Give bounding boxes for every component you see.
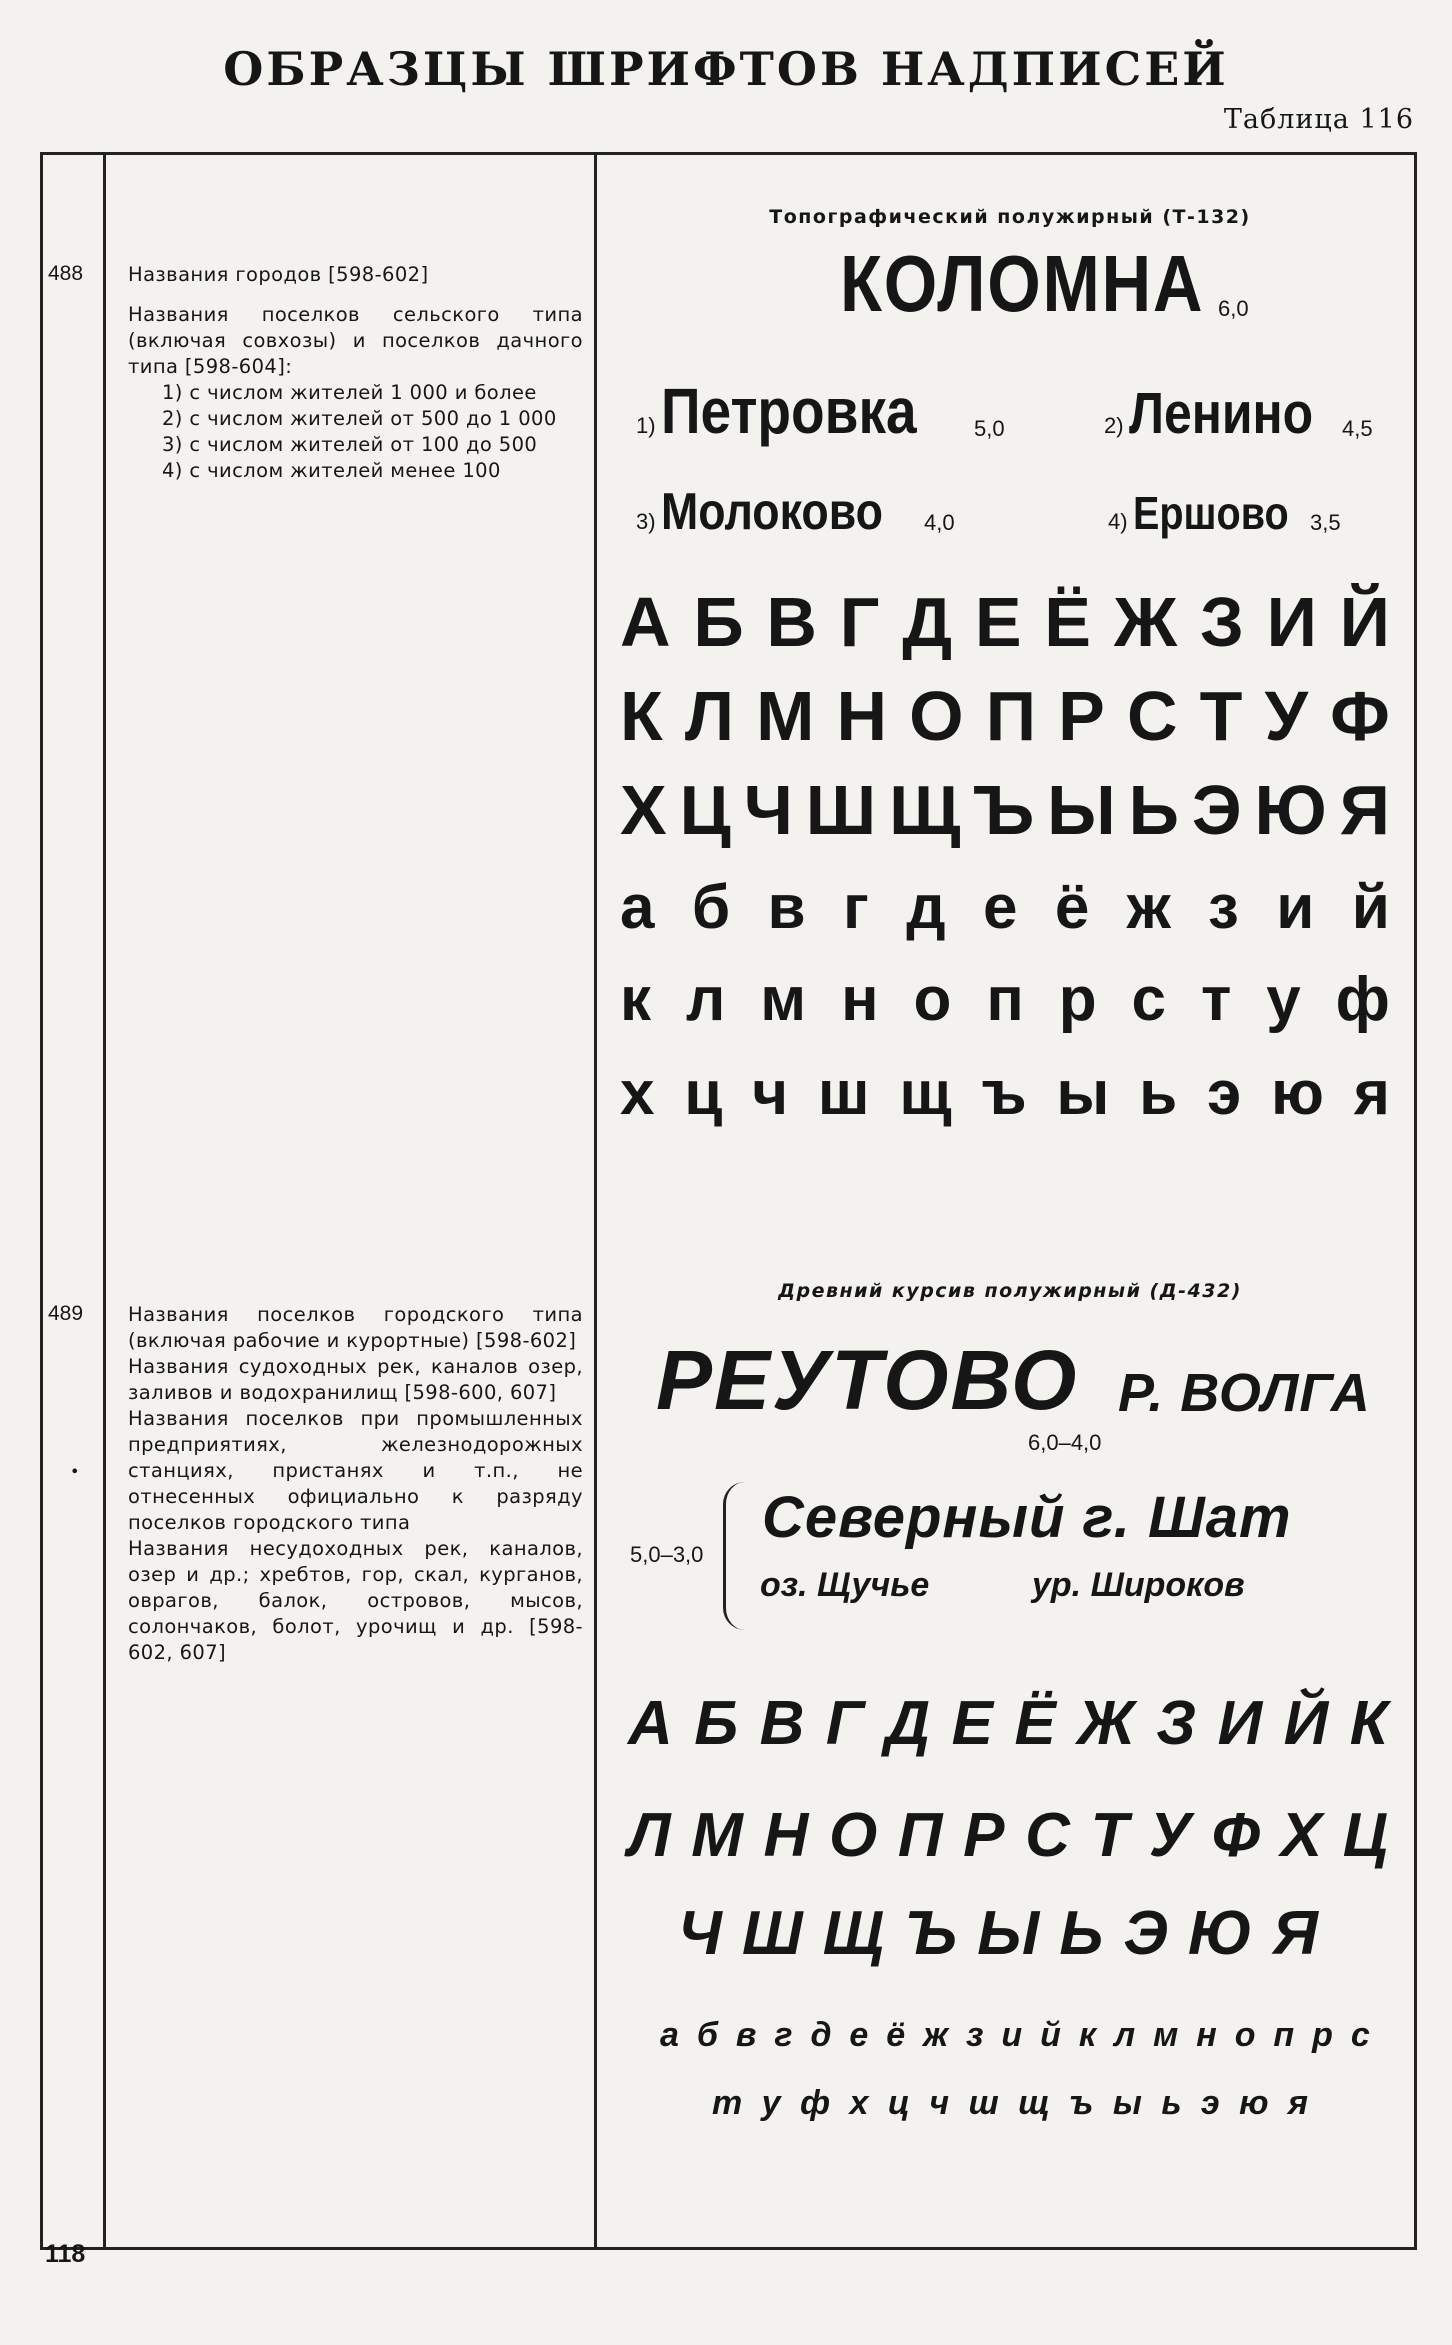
alphabet-letter: Ю xyxy=(1188,1899,1253,1968)
alphabet-letter: й xyxy=(1351,873,1390,942)
alphabet-letter: К xyxy=(620,677,663,755)
alphabet-letter: З xyxy=(1156,1689,1197,1758)
alphabet-letter: Г xyxy=(839,583,880,661)
alphabet-letter: Н xyxy=(836,677,888,755)
sample-severny: Северный г. Шат xyxy=(762,1485,1292,1550)
alphabet-letter: Ч xyxy=(678,1899,722,1968)
sample-prefix: 2) xyxy=(1104,413,1124,438)
alphabet-letter: н xyxy=(1196,2016,1217,2054)
alphabet-letter: н xyxy=(841,965,879,1034)
alphabet-row xyxy=(678,1898,1318,1969)
alphabet-letter: я xyxy=(1287,2084,1308,2122)
alphabet-letter: ж xyxy=(1126,873,1171,942)
alphabet-row xyxy=(712,2084,1308,2123)
sample-prefix: 4) xyxy=(1108,509,1128,534)
description-line: Названия несудоходных рек, каналов, озер и др.; хребтов, гор, скал, курганов, оврагов, балок, островов, мысов, солончаков, болот, урочищ и др. [598-602, 607] xyxy=(128,1537,583,1664)
alphabet-row xyxy=(620,770,1390,850)
alphabet-letter: ф xyxy=(800,2084,831,2122)
font-caption-d432: Древний курсив полужирный (Д-432) xyxy=(778,1280,1242,1302)
alphabet-letter: О xyxy=(909,677,964,755)
alphabet-letter: ъ xyxy=(981,1059,1027,1128)
alphabet-letter: к xyxy=(620,965,652,1034)
alphabet-letter: Г xyxy=(825,1689,864,1758)
alphabet-letter: ю xyxy=(1271,1059,1324,1128)
alphabet-letter: Ъ xyxy=(973,771,1035,849)
alphabet-letter: М xyxy=(691,1801,743,1870)
alphabet-letter: Ъ xyxy=(904,1899,958,1968)
row-number-489: 489 xyxy=(48,1302,84,1325)
alphabet-letter: ю xyxy=(1239,2084,1269,2122)
alphabet-letter: С xyxy=(1025,1801,1070,1870)
alphabet-letter: б xyxy=(696,2016,718,2054)
alphabet-letter: й xyxy=(1040,2016,1061,2054)
alphabet-letter: Ё xyxy=(1014,1689,1056,1758)
font-caption-t132: Топографический полужирный (Т-132) xyxy=(769,206,1251,228)
alphabet-letter: Ц xyxy=(1342,1801,1388,1870)
alphabet-letter: Ы xyxy=(1047,771,1116,849)
alphabet-letter: Е xyxy=(951,1689,994,1758)
sample-size: 3,5 xyxy=(1310,510,1341,535)
bullet-dot: • xyxy=(70,1462,80,1481)
alphabet-letter: Д xyxy=(902,583,953,661)
alphabet-letter: щ xyxy=(1018,2084,1050,2122)
alphabet-letter: И xyxy=(1217,1689,1263,1758)
sample-text: Ленино xyxy=(1128,381,1313,446)
description-line: Названия поселков при промышленных предприятиях, железнодорожных станциях, пристанях и т.п., не отнесенных официально к разряду поселков городского типа xyxy=(128,1407,583,1534)
sample-schuchye: оз. Щучье xyxy=(760,1566,930,1604)
alphabet-letter: Ш xyxy=(805,771,877,849)
description-line: Названия поселков городского типа (включая рабочие и курортные) [598-602] xyxy=(128,1303,583,1352)
alphabet-letter: Д xyxy=(885,1689,931,1758)
alphabet-letter: ё xyxy=(1054,873,1090,942)
sample-ershovo xyxy=(1108,486,1314,540)
description-line: 2) с числом жителей от 500 до 1 000 xyxy=(162,407,557,430)
alphabet-letter: щ xyxy=(899,1059,952,1128)
alphabet-letter: п xyxy=(1273,2016,1295,2054)
alphabet-letter: Л xyxy=(684,677,734,755)
alphabet-letter: ь xyxy=(1139,1059,1178,1128)
page-number: 118 xyxy=(45,2240,86,2268)
alphabet-letter: Ь xyxy=(1059,1899,1104,1968)
alphabet-letter: Л xyxy=(628,1801,671,1870)
alphabet-letter: ш xyxy=(817,1059,870,1128)
description-line: Названия судоходных рек, каналов озер, заливов и водохранилищ [598-600, 607] xyxy=(128,1355,583,1404)
row-488-description xyxy=(128,262,583,484)
row-number-488: 488 xyxy=(48,262,84,285)
alphabet-letter: с xyxy=(1350,2016,1370,2054)
sample-prefix: 1) xyxy=(636,413,656,438)
alphabet-letter: х xyxy=(620,1059,655,1128)
alphabet-letter: Х xyxy=(1280,1801,1323,1870)
alphabet-letter: Ы xyxy=(977,1899,1040,1968)
alphabet-letter: о xyxy=(913,965,952,1034)
alphabet-letter: Щ xyxy=(889,771,961,849)
alphabet-letter: Я xyxy=(1272,1899,1318,1968)
alphabet-letter: ж xyxy=(923,2016,949,2054)
alphabet-letter: Й xyxy=(1339,583,1390,661)
alphabet-letter: ы xyxy=(1112,2084,1142,2122)
alphabet-letter: т xyxy=(712,2084,743,2122)
sample-text: Ершово xyxy=(1132,487,1289,539)
alphabet-row xyxy=(620,582,1390,662)
alphabet-letter: Ш xyxy=(742,1899,803,1968)
alphabet-letter: у xyxy=(761,2084,781,2122)
alphabet-letter: ш xyxy=(968,2084,999,2122)
alphabet-letter: м xyxy=(760,965,807,1034)
description-line: Названия городов [598-602] xyxy=(128,263,429,286)
alphabet-letter: и xyxy=(1276,873,1315,942)
alphabet-letter: М xyxy=(756,677,815,755)
alphabet-row xyxy=(628,1688,1388,1759)
alphabet-letter: л xyxy=(685,965,726,1034)
alphabet-letter: П xyxy=(985,677,1037,755)
alphabet-letter: ч xyxy=(752,1059,789,1128)
alphabet-letter: д xyxy=(810,2016,832,2054)
alphabet-letter: е xyxy=(982,873,1018,942)
sample-size: 6,0–4,0 xyxy=(1028,1430,1102,1455)
sample-kolomna xyxy=(840,238,1264,330)
alphabet-letter: е xyxy=(849,2016,869,2054)
sample-shirokov: ур. Широков xyxy=(1032,1566,1245,1604)
alphabet-letter: я xyxy=(1353,1059,1390,1128)
alphabet-letter: р xyxy=(1058,965,1097,1034)
alphabet-letter: Н xyxy=(763,1801,809,1870)
alphabet-letter: У xyxy=(1149,1801,1192,1870)
alphabet-letter: С xyxy=(1126,677,1178,755)
sample-size: 5,0–3,0 xyxy=(630,1542,704,1567)
alphabet-letter: К xyxy=(1349,1689,1388,1758)
alphabet-letter: Б xyxy=(693,583,744,661)
alphabet-letter: в xyxy=(735,2016,757,2054)
alphabet-letter: х xyxy=(849,2084,869,2122)
description-line: 1) с числом жителей 1 000 и более xyxy=(162,381,537,404)
alphabet-letter: ч xyxy=(929,2084,950,2122)
alphabet-letter: б xyxy=(691,873,731,942)
alphabet-letter: Щ xyxy=(822,1899,885,1968)
sample-text: Молоково xyxy=(660,483,883,541)
description-line: 4) с числом жителей менее 100 xyxy=(162,459,501,482)
sample-size: 4,5 xyxy=(1342,416,1373,441)
alphabet-letter: с xyxy=(1131,965,1166,1034)
sample-reutovo: РЕУТОВО xyxy=(656,1333,1079,1427)
alphabet-letter: Э xyxy=(1123,1899,1168,1968)
alphabet-letter: Б xyxy=(694,1689,739,1758)
alphabet-letter: Ц xyxy=(679,771,731,849)
alphabet-row xyxy=(620,676,1390,756)
alphabet-letter: Х xyxy=(620,771,667,849)
alphabet-letter: у xyxy=(1266,965,1301,1034)
sample-text: Петровка xyxy=(660,375,917,447)
sample-size: 4,0 xyxy=(924,510,955,535)
alphabet-letter: м xyxy=(1153,2016,1179,2054)
alphabet-letter: У xyxy=(1264,677,1309,755)
description-line: 3) с числом жителей от 100 до 500 xyxy=(162,433,538,456)
alphabet-letter: ъ xyxy=(1069,2084,1094,2122)
alphabet-letter: г xyxy=(843,873,869,942)
sample-size: 5,0 xyxy=(974,416,1005,441)
alphabet-letter: Ф xyxy=(1330,677,1390,755)
alphabet-letter: а xyxy=(620,873,655,942)
alphabet-row xyxy=(628,1800,1388,1871)
alphabet-letter: а xyxy=(660,2016,679,2054)
alphabet-row xyxy=(620,964,1390,1035)
alphabet-letter: Ё xyxy=(1044,583,1092,661)
alphabet-letter: з xyxy=(966,2016,984,2054)
alphabet-letter: э xyxy=(1200,2084,1220,2122)
sample-molokovo xyxy=(636,482,919,542)
alphabet-letter: В xyxy=(766,583,817,661)
sample-size: 6,0 xyxy=(1218,296,1249,321)
alphabet-row xyxy=(660,2016,1370,2055)
alphabet-letter: и xyxy=(1001,2016,1023,2054)
alphabet-row xyxy=(620,872,1390,943)
alphabet-letter: в xyxy=(767,873,806,942)
alphabet-letter: Й xyxy=(1283,1689,1329,1758)
sample-lenino xyxy=(1104,380,1343,447)
alphabet-letter: Э xyxy=(1191,771,1242,849)
alphabet-letter: л xyxy=(1114,2016,1136,2054)
description-line: Названия поселков сельского типа (включая совхозы) и поселков дачного типа [598-604]: xyxy=(128,303,583,378)
alphabet-letter: Р xyxy=(1058,677,1105,755)
alphabet-letter: Т xyxy=(1090,1801,1129,1870)
alphabet-letter: Е xyxy=(974,583,1022,661)
sample-text: КОЛОМНА xyxy=(840,239,1205,328)
alphabet-letter: ф xyxy=(1335,965,1390,1034)
alphabet-letter: к xyxy=(1078,2016,1097,2054)
alphabet-letter: г xyxy=(774,2016,793,2054)
alphabet-letter: Ж xyxy=(1113,583,1178,661)
column-divider-2 xyxy=(594,152,597,2250)
page-title: ОБРАЗЦЫ ШРИФТОВ НАДПИСЕЙ xyxy=(223,42,1229,96)
alphabet-letter: В xyxy=(759,1689,805,1758)
alphabet-letter: А xyxy=(628,1689,673,1758)
alphabet-row xyxy=(620,1058,1390,1129)
sample-volga: Р. ВОЛГА xyxy=(1118,1363,1371,1423)
sample-petrovka xyxy=(636,374,958,448)
alphabet-letter: ц xyxy=(684,1059,723,1128)
alphabet-letter: И xyxy=(1266,583,1317,661)
table-label: Таблица 116 xyxy=(1223,104,1414,135)
column-divider-1 xyxy=(103,152,106,2250)
alphabet-letter: Ь xyxy=(1128,771,1179,849)
alphabet-letter: з xyxy=(1208,873,1239,942)
sample-prefix: 3) xyxy=(636,509,656,534)
alphabet-letter: э xyxy=(1207,1059,1242,1128)
alphabet-letter: Р xyxy=(963,1801,1005,1870)
alphabet-letter: Ю xyxy=(1254,771,1327,849)
alphabet-letter: ц xyxy=(887,2084,910,2122)
alphabet-letter: П xyxy=(897,1801,943,1870)
alphabet-letter: т xyxy=(1200,965,1232,1034)
alphabet-letter: А xyxy=(620,583,671,661)
row-489-description xyxy=(128,1302,583,1666)
alphabet-letter: Ф xyxy=(1211,1801,1261,1870)
alphabet-letter: З xyxy=(1199,583,1244,661)
alphabet-letter: Ж xyxy=(1077,1689,1135,1758)
alphabet-letter: ь xyxy=(1161,2084,1182,2122)
alphabet-letter: О xyxy=(828,1801,878,1870)
alphabet-letter: Т xyxy=(1199,677,1243,755)
brace xyxy=(723,1482,745,1630)
alphabet-letter: Я xyxy=(1339,771,1390,849)
alphabet-letter: п xyxy=(986,965,1024,1034)
alphabet-letter: ы xyxy=(1056,1059,1110,1128)
alphabet-letter: Ч xyxy=(743,771,793,849)
alphabet-letter: р xyxy=(1312,2016,1333,2054)
alphabet-letter: д xyxy=(906,873,946,942)
alphabet-letter: о xyxy=(1234,2016,1256,2054)
alphabet-letter: ё xyxy=(886,2016,906,2054)
